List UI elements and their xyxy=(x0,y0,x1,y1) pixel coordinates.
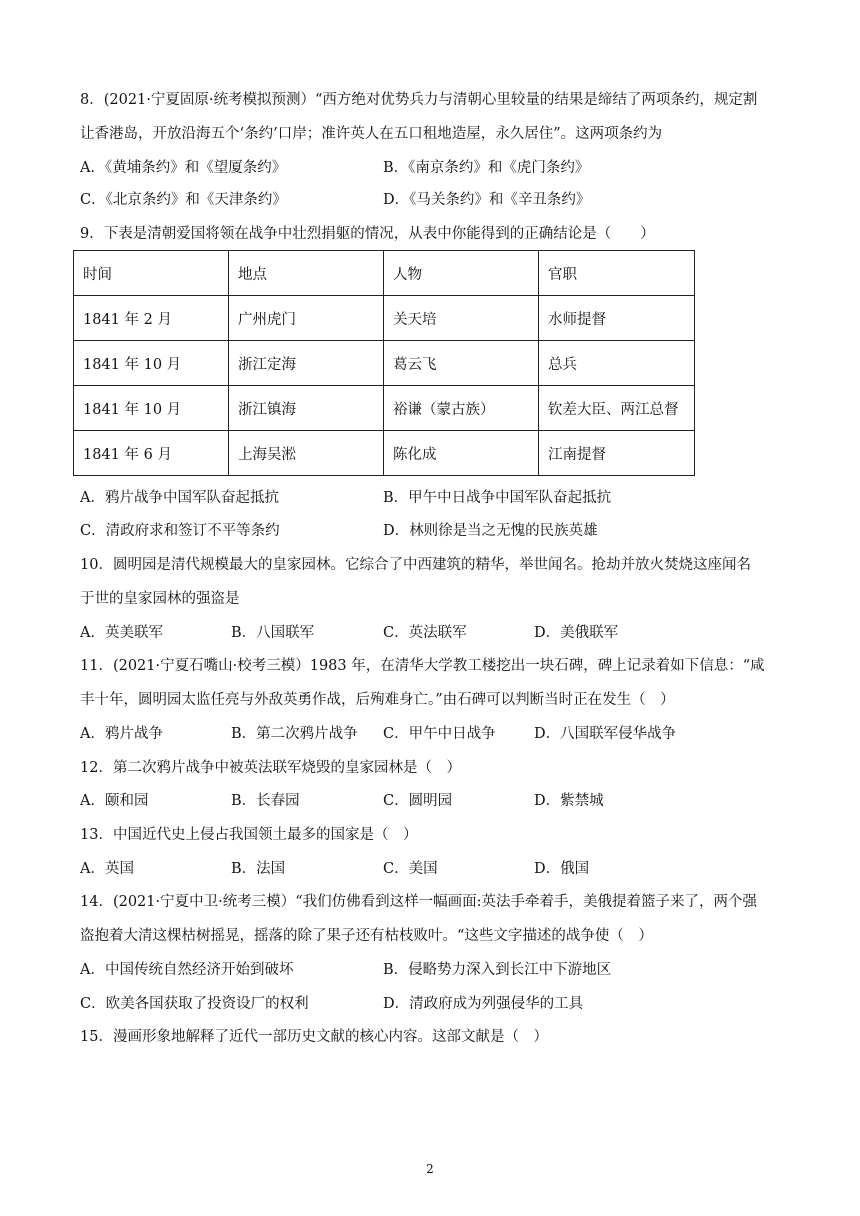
q9-option-c[interactable]: C．清政府求和签订不平等条约 xyxy=(80,523,280,539)
q14-stem-line-1: 14．(2021·宁夏中卫·统考三模）“我们仿佛看到这样一幅画面:英法手牵着手，美俄提着篮子来了，两个强 xyxy=(80,894,758,910)
q13-option-b[interactable]: B．法国 xyxy=(231,861,286,877)
q9-table xyxy=(73,250,695,476)
q11-stem-line-2: 丰十年，圆明园太监任亮与外敌英勇作战，后殉难身亡。”由石碑可以判断当时正在发生（ ） xyxy=(80,692,675,708)
table-cell: 广州虎门 xyxy=(229,296,384,341)
q11-option-d[interactable]: D．八国联军侵华战争 xyxy=(534,726,677,742)
q13-stem: 13．中国近代史上侵占我国领土最多的国家是（ ） xyxy=(80,827,418,843)
q13-option-c[interactable]: C．美国 xyxy=(383,861,438,877)
table-header-cell: 地点 xyxy=(229,251,384,296)
q10-option-a[interactable]: A．英美联军 xyxy=(80,625,163,641)
q15-stem: 15．漫画形象地解释了近代一部历史文献的核心内容。这部文献是（ ） xyxy=(80,1029,548,1045)
q12-stem: 12．第二次鸦片战争中被英法联军烧毁的皇家园林是（ ） xyxy=(80,760,461,776)
table-row xyxy=(74,431,695,476)
q9-option-a[interactable]: A．鸦片战争中国军队奋起抵抗 xyxy=(80,490,279,506)
q10-option-b[interactable]: B．八国联军 xyxy=(231,625,315,641)
q14-option-d[interactable]: D．清政府成为列强侵华的工具 xyxy=(383,996,584,1012)
q12-option-a[interactable]: A．颐和园 xyxy=(80,793,149,809)
q8-option-b[interactable]: B．《南京条约》和《虎门条约》 xyxy=(383,160,590,176)
q8-option-a[interactable]: A．《黄埔条约》和《望厦条约》 xyxy=(80,160,287,176)
table-cell: 1841 年 10 月 xyxy=(74,341,229,386)
q10-option-d[interactable]: D．美俄联军 xyxy=(534,625,619,641)
q11-option-c[interactable]: C．甲午中日战争 xyxy=(383,726,496,742)
q11-option-a[interactable]: A．鸦片战争 xyxy=(80,726,163,742)
q8-option-c[interactable]: C．《北京条约》和《天津条约》 xyxy=(80,192,287,208)
q10-stem-line-2: 于世的皇家园林的强盗是 xyxy=(80,591,240,607)
q10-stem-line-1: 10．圆明园是清代规模最大的皇家园林。它综合了中西建筑的精华，举世闻名。抢劫并放火焚烧这座闻名 xyxy=(80,557,751,573)
table-cell: 1841 年 2 月 xyxy=(74,296,229,341)
q9-stem: 9．下表是清朝爱国将领在战争中壮烈捐躯的情况，从表中你能得到的正确结论是（ ） xyxy=(80,226,655,242)
table-cell: 总兵 xyxy=(539,341,695,386)
q8-option-d[interactable]: D．《马关条约》和《辛丑条约》 xyxy=(383,192,591,208)
table-header-cell: 时间 xyxy=(74,251,229,296)
table-header-cell: 人物 xyxy=(384,251,539,296)
table-cell: 陈化成 xyxy=(384,431,539,476)
table-row xyxy=(74,341,695,386)
q14-option-a[interactable]: A．中国传统自然经济开始到破坏 xyxy=(80,962,294,978)
q12-option-b[interactable]: B．长春园 xyxy=(231,793,300,809)
q9-option-d[interactable]: D．林则徐是当之无愧的民族英雄 xyxy=(383,523,598,539)
table-cell: 1841 年 6 月 xyxy=(74,431,229,476)
q13-option-d[interactable]: D．俄国 xyxy=(534,861,590,877)
table-cell: 钦差大臣、两江总督 xyxy=(539,386,695,431)
table-cell: 浙江镇海 xyxy=(229,386,384,431)
table-cell: 1841 年 10 月 xyxy=(74,386,229,431)
page-number: 2 xyxy=(426,1162,434,1176)
table-cell: 浙江定海 xyxy=(229,341,384,386)
table-cell: 上海吴淞 xyxy=(229,431,384,476)
q14-stem-line-2: 盗抱着大清这棵枯树摇晃，摇落的除了果子还有枯枝败叶。“这些文字描述的战争使（ ） xyxy=(80,928,653,944)
q8-stem-line-1: 8．(2021·宁夏固原·统考模拟预测）“西方绝对优势兵力与清朝心里较量的结果是缔结了两项条约，规定割 xyxy=(80,92,758,108)
table-header-cell: 官职 xyxy=(539,251,695,296)
table-cell: 裕谦（蒙古族） xyxy=(384,386,539,431)
table-row xyxy=(74,296,695,341)
table-cell: 关天培 xyxy=(384,296,539,341)
q13-option-a[interactable]: A．英国 xyxy=(80,861,134,877)
q11-stem-line-1: 11．(2021·宁夏石嘴山·校考三模）1983 年，在清华大学教工楼挖出一块石碑，碑上记录着如下信息：“咸 xyxy=(80,658,765,674)
table-cell: 水师提督 xyxy=(539,296,695,341)
q12-option-c[interactable]: C．圆明园 xyxy=(383,793,453,809)
table-cell: 江南提督 xyxy=(539,431,695,476)
q14-option-c[interactable]: C．欧美各国获取了投资设厂的权利 xyxy=(80,996,309,1012)
q11-option-b[interactable]: B．第二次鸦片战争 xyxy=(231,726,358,742)
q14-option-b[interactable]: B．侵略势力深入到长江中下游地区 xyxy=(383,962,612,978)
q9-option-b[interactable]: B．甲午中日战争中国军队奋起抵抗 xyxy=(383,490,612,506)
q10-option-c[interactable]: C．英法联军 xyxy=(383,625,467,641)
table-header-row xyxy=(74,251,695,296)
q8-stem-line-2: 让香港岛，开放沿海五个‘条约’口岸；准许英人在五口租地造屋，永久居住”。这两项条约为 xyxy=(80,126,663,142)
table-row xyxy=(74,386,695,431)
q12-option-d[interactable]: D．紫禁城 xyxy=(534,793,604,809)
table-cell: 葛云飞 xyxy=(384,341,539,386)
